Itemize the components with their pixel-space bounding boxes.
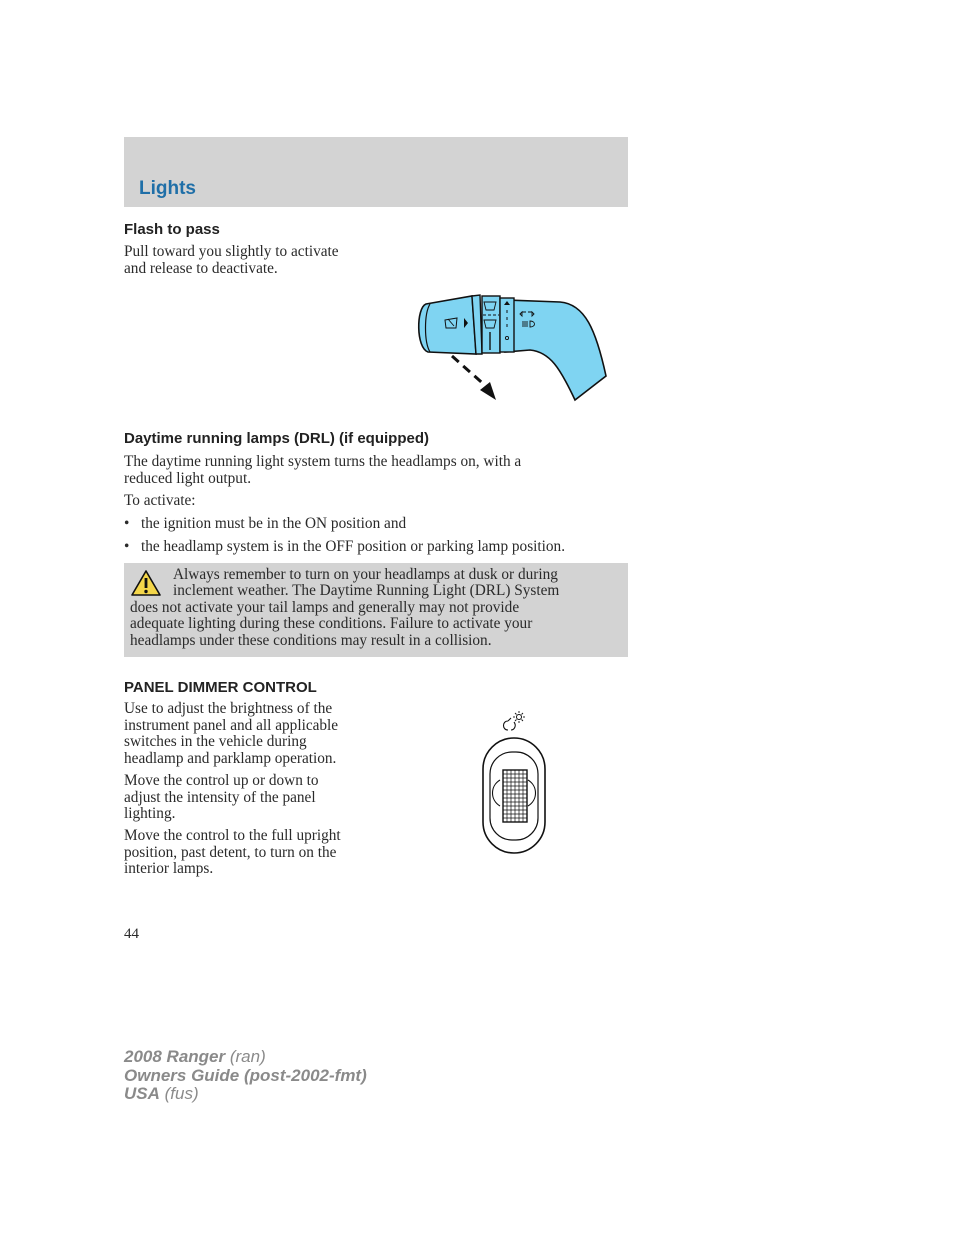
flash-to-pass-heading: Flash to pass	[124, 221, 220, 238]
drl-intro	[124, 454, 521, 487]
panel-dimmer-illustration	[478, 708, 552, 858]
text-line: Always remember to turn on your headlamps at dusk or during	[173, 566, 558, 583]
panel-dimmer-heading: PANEL DIMMER CONTROL	[124, 679, 317, 696]
page-number: 44	[124, 926, 139, 942]
bullet-text: the ignition must be in the ON position and	[141, 515, 407, 532]
text-line: position, past detent, to turn on the	[124, 843, 337, 861]
panel-dimmer-paragraph-2	[124, 773, 319, 823]
drl-heading: Daytime running lamps (DRL) (if equipped)	[124, 430, 430, 447]
stalk-arm	[505, 300, 606, 400]
document-footer	[124, 1048, 367, 1104]
pull-direction-arrow	[452, 356, 488, 388]
panel-dimmer-paragraph-3	[124, 828, 341, 878]
to-activate-label: To activate:	[124, 492, 196, 509]
section-title: Lights	[139, 178, 196, 199]
text-line: reduced light output.	[124, 469, 252, 487]
footer-guide: Owners Guide (post-2002-fmt)	[124, 1065, 367, 1085]
header-band	[124, 137, 628, 207]
warning-text	[130, 567, 624, 649]
text-line: headlamps under these conditions may result in a collision.	[130, 631, 492, 649]
text-line: interior lamps.	[124, 860, 214, 877]
text-line: does not activate your tail lamps and generally may not provide	[130, 598, 520, 616]
list-item	[124, 515, 406, 532]
text-line: switches in the vehicle during	[124, 733, 307, 750]
text-line: Move the control to the full upright	[124, 827, 341, 844]
text-line: headlamp and parklamp operation.	[124, 749, 337, 767]
dimmer-thumbwheel	[503, 770, 527, 822]
text-line: instrument panel and all applicable	[124, 716, 339, 734]
list-item	[124, 538, 565, 555]
text-line: and release to deactivate.	[124, 259, 278, 277]
text-line: Use to adjust the brightness of the	[124, 700, 333, 717]
text-line: lighting.	[124, 805, 176, 822]
flash-to-pass-text	[124, 244, 339, 277]
bullet-icon: •	[124, 515, 130, 532]
text-line: adjust the intensity of the panel	[124, 788, 316, 806]
text-line: Pull toward you slightly to activate	[124, 243, 339, 260]
footer-market: USA	[124, 1084, 160, 1103]
panel-dimmer-paragraph-1	[124, 701, 338, 767]
text-line: adequate lighting during these conditions. Failure to activate your	[130, 615, 533, 633]
bullet-icon: •	[124, 538, 130, 555]
bullet-text: the headlamp system is in the OFF position or parking lamp position.	[141, 538, 566, 555]
multifunction-stalk-illustration	[410, 290, 615, 405]
footer-model: 2008 Ranger	[124, 1047, 226, 1066]
text-line: Move the control up or down to	[124, 772, 319, 789]
text-line: inclement weather. The Daytime Running Light (DRL) System	[173, 582, 560, 600]
footer-market-code: (fus)	[164, 1084, 199, 1103]
footer-model-code: (ran)	[229, 1047, 266, 1066]
panel-brightness-icon	[504, 711, 526, 730]
text-line: The daytime running light system turns the headlamps on, with a	[124, 453, 522, 470]
arrow-head-icon	[480, 382, 496, 400]
